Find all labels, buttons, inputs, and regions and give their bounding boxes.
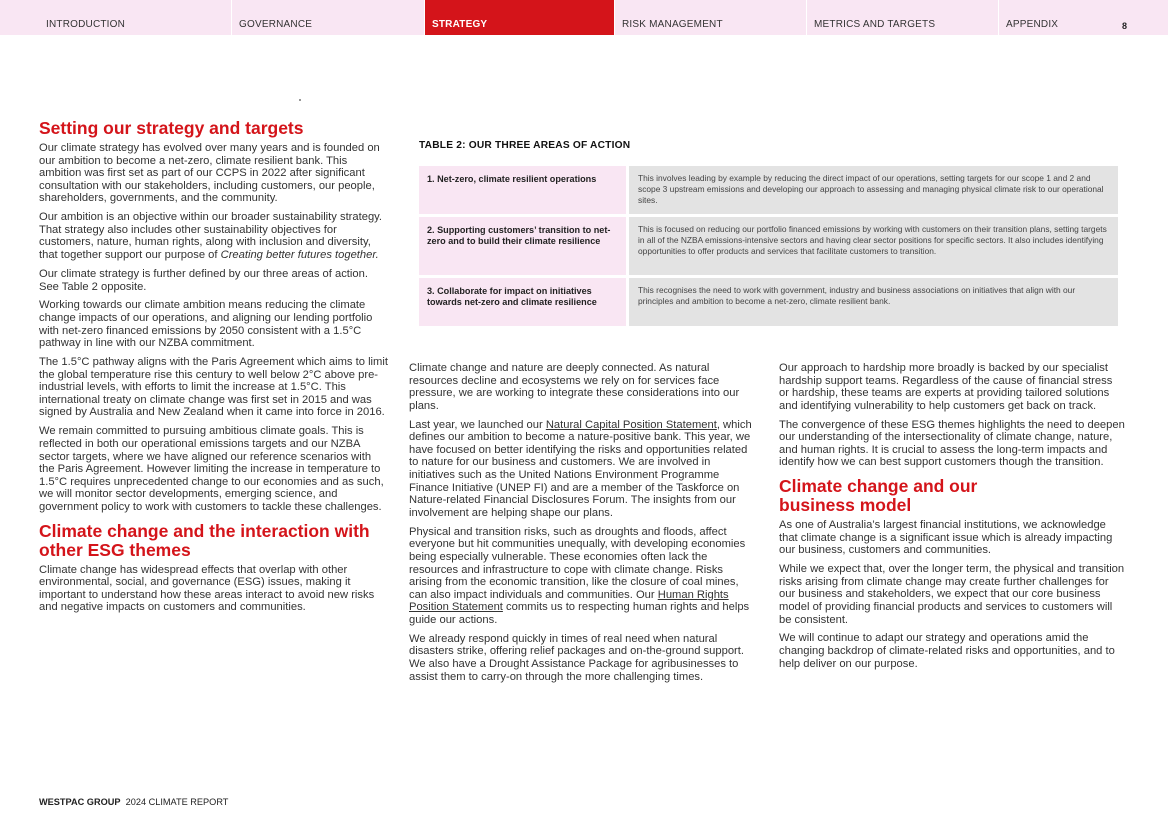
heading-business-model: Climate change and our business model <box>779 476 978 516</box>
right-column <box>779 362 1125 676</box>
paragraph: Our climate strategy is further defined by our three areas of action. See Table 2 opposite. <box>39 267 368 293</box>
paragraph <box>409 526 757 627</box>
table-row-value: This recognises the need to work with government, industry and business associations on initiatives that align with our principles and ambition to become a net-zero, climate resilient bank. <box>629 278 1118 326</box>
paragraph <box>39 211 389 261</box>
stray-dot <box>299 99 301 101</box>
tab-risk-management[interactable]: RISK MANAGEMENT <box>614 0 806 35</box>
paragraph: Climate change and nature are deeply connected. As natural resources decline and ecosystems we rely on for services face pressure, we are working to integrate these considerations into our plans. <box>409 362 740 412</box>
paragraph: We already respond quickly in times of real need when natural disasters strike, offering relief packages and on-the-ground support. We also have a Drought Assistance Package for agribusinesses to assist them to carry-on through the more challenging times. <box>409 632 744 683</box>
paragraph: The convergence of these ESG themes highlights the need to deepen our understanding of the intersectionality of climate change, nature, and human rights. It is crucial to assess the long-term impacts and identify how we can best support customers though the transition. <box>779 418 1125 469</box>
heading-setting-strategy: Setting our strategy and targets <box>39 118 304 138</box>
purpose-italic: Creating better futures together. <box>220 249 379 262</box>
tab-strategy[interactable]: STRATEGY <box>424 0 614 35</box>
table-row <box>419 217 1118 275</box>
paragraph: Our approach to hardship more broadly is backed by our specialist hardship support teams. Regardless of the cause of financial stress or hardship, these teams are experts at providing tailored solutions and identifying vulnerability to help customers get back on track. <box>779 362 1113 412</box>
left-column <box>39 119 389 620</box>
table-row-key: 2. Supporting customers’ transition to net-zero and to build their climate resilience <box>419 217 626 275</box>
heading-esg-themes: Climate change and the interaction with other ESG themes <box>39 520 370 560</box>
footer-brand: WESTPAC GROUP <box>39 797 121 807</box>
top-nav <box>0 0 1168 35</box>
tab-introduction[interactable]: INTRODUCTION <box>46 19 126 30</box>
paragraph: The 1.5°C pathway aligns with the Paris Agreement which aims to limit the global temperature rise this century to well below 2°C above pre-industrial levels, with efforts to limit the increase at 1.5°C. This international treaty on climate change was first set in 2015 and was signed by Australia and New Zealand when it came into force in 2016. <box>39 356 388 419</box>
table-row-key: 1. Net-zero, climate resilient operations <box>419 166 626 214</box>
human-rights-link[interactable]: Human Rights Position Statement <box>409 588 729 614</box>
table-title: TABLE 2: OUR THREE AREAS OF ACTION <box>419 140 631 151</box>
paragraph <box>409 419 757 520</box>
paragraph-text: commits us to respecting human rights and helps guide our actions. <box>409 601 750 626</box>
areas-of-action-table <box>419 166 1118 329</box>
table-row <box>419 166 1118 214</box>
paragraph-text: Last year, we launched our <box>409 418 546 431</box>
tab-appendix[interactable]: APPENDIX <box>998 0 1168 35</box>
table-row <box>419 278 1118 326</box>
paragraph: We will continue to adapt our strategy and operations amid the changing backdrop of climate-related risks and opportunities, and to help deliver on our purpose. <box>779 632 1115 670</box>
table-row-value: This is focused on reducing our portfolio financed emissions by working with customers on their transition plans, setting targets in all of the NZBA emissions-intensive sectors and having clear sector positions for specific sectors. It also includes identifying opportunities to offer products and services that facilitate customers to transition. <box>629 217 1118 275</box>
footer <box>39 797 228 807</box>
table-row-value: This involves leading by example by reducing the direct impact of our operations, setting targets for our scope 1 and 2 and scope 3 upstream emissions and developing our approach to assessing and managing physical climate risk to our operational sites. <box>629 166 1118 214</box>
paragraph: Our climate strategy has evolved over many years and is founded on our ambition to become a net-zero, climate resilient bank. This ambition was first set as part of our CCPS in 2022 after significant consultation with our stakeholders, including customers, our people, shareholders, governments, and the community. <box>39 142 380 205</box>
paragraph: We remain committed to pursuing ambitious climate goals. This is reflected in both our operational emissions targets and our NZBA sector targets, where we have aligned our reference scenarios with the Paris Agreement. However limiting the increase in temperature to 1.5°C requires unprecedented change to our economies and as such, we will monitor sector developments, emerging science, and government policy to work with customers to tackle these challenges. <box>39 425 384 513</box>
paragraph: Working towards our climate ambition means reducing the climate change impacts of our operations, and aligning our lending portfolio with net-zero financed emissions by 2050 consistent with a 1.5°C pathway in line with our NZBA commitment. <box>39 299 373 350</box>
tab-governance[interactable]: GOVERNANCE <box>231 0 424 35</box>
middle-column <box>409 362 757 689</box>
page-number: 8 <box>1122 21 1128 31</box>
paragraph-text: Our ambition is an objective within our broader sustainability strategy. That strategy also includes other sustainability objectives for customers, nature, human rights, along with inclusion and diversity, that together support our purpose of <box>39 211 383 262</box>
table-row-key: 3. Collaborate for impact on initiatives towards net-zero and climate resilience <box>419 278 626 326</box>
footer-report: 2024 CLIMATE REPORT <box>125 797 229 807</box>
paragraph: As one of Australia’s largest financial institutions, we acknowledge that climate change is a significant issue which is already impacting our business, customers and communities. <box>779 519 1113 557</box>
paragraph-text: , which defines our ambition to become a nature-positive bank. This year, we have focused on better identifying the risks and opportunities related to nature for our business and customers. We are involved in initiatives such as the United Nations Environment Programme Finance Initiative (UNEP FI) and are a member of the Taskforce on Nature-related Financial Disclosures Forum. The insights from our involvement are helping shape our plans. <box>409 418 752 519</box>
tab-metrics-and-targets[interactable]: METRICS AND TARGETS <box>806 0 998 35</box>
paragraph: Climate change has widespread effects that overlap with other environmental, social, and governance (ESG) issues, making it important to understand how these areas interact to avoid new risks and negative impacts on customers and communities. <box>39 563 375 614</box>
paragraph-text: Physical and transition risks, such as droughts and floods, affect everyone but hit communities unequally, with developing economies being especially vulnerable. These economies often lack the resources and infrastructure to cope with climate change. Risks arising from the economic transition, like the closure of coal mines, can also impact individuals and communities. Our <box>409 525 746 601</box>
paragraph: While we expect that, over the longer term, the physical and transition risks arising from climate change may create further challenges for our business and stakeholders, we expect that our core business model of providing financial products and services to customers will be consistent. <box>779 563 1125 626</box>
natural-capital-link[interactable]: Natural Capital Position Statement <box>545 418 717 431</box>
